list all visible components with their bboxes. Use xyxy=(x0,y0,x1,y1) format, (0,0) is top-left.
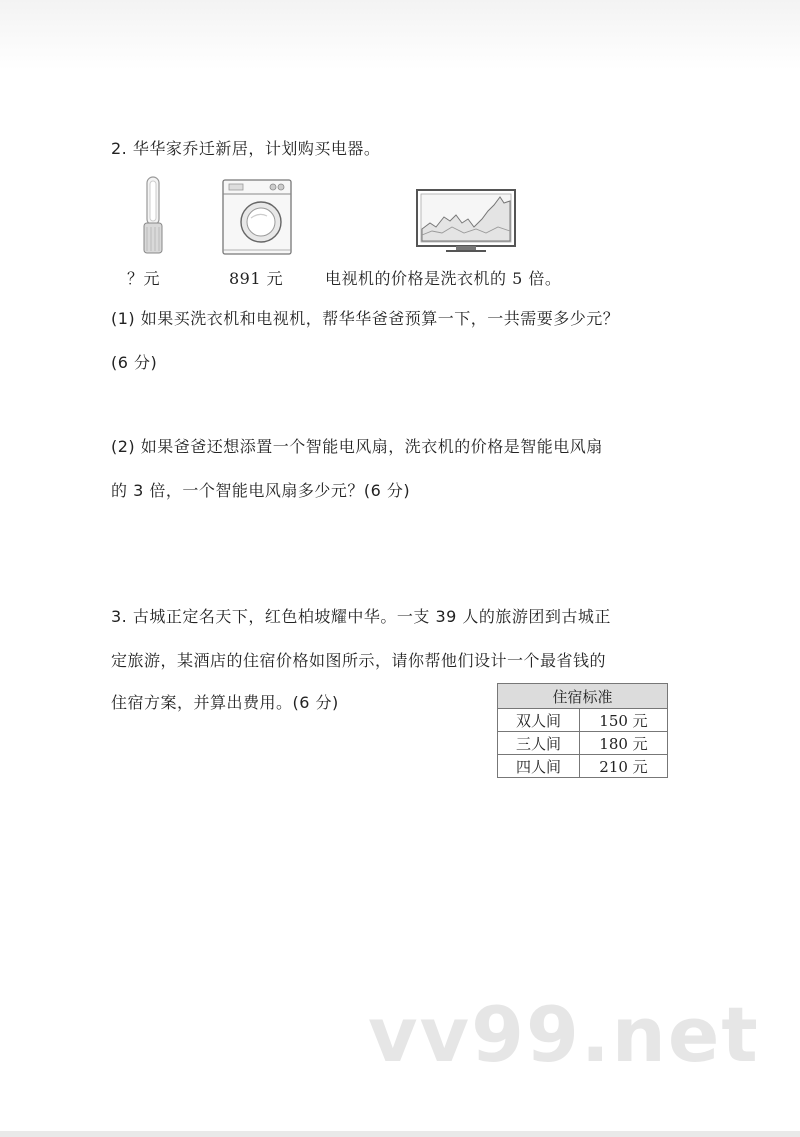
tv-price-note: 电视机的价格是洗衣机的 5 倍。 xyxy=(325,269,562,288)
room-price-cell: 150 元 xyxy=(579,709,667,732)
room-type-cell: 四人间 xyxy=(498,755,580,778)
washing-machine-icon xyxy=(221,178,293,258)
table-row xyxy=(498,755,668,778)
lodging-rate-table xyxy=(497,683,668,778)
q2-sub2-line1: (2) 如果爸爸还想添置一个智能电风扇，洗衣机的价格是智能电风扇 xyxy=(111,437,603,456)
television-icon xyxy=(416,189,516,253)
scan-top-band xyxy=(0,0,800,70)
q3-line3: 住宿方案，并算出费用。(6 分) xyxy=(111,693,339,712)
q2-title: 2. 华华家乔迁新居，计划购买电器。 xyxy=(111,139,381,158)
q2-sub1-line2: (6 分) xyxy=(111,353,158,372)
watermark: vv99.net xyxy=(368,990,760,1079)
table-row xyxy=(498,732,668,755)
room-type-cell: 三人间 xyxy=(498,732,580,755)
washer-price-label: 891 元 xyxy=(229,269,284,288)
table-header: 住宿标准 xyxy=(498,684,668,709)
table-header-row xyxy=(498,684,668,709)
bladeless-fan-icon xyxy=(138,175,168,257)
scan-bottom-edge xyxy=(0,1131,800,1137)
table-row xyxy=(498,709,668,732)
q2-sub2-line2: 的 3 倍，一个智能电风扇多少元？(6 分) xyxy=(111,481,411,500)
q2-sub1-line1: (1) 如果买洗衣机和电视机，帮华华爸爸预算一下，一共需要多少元？ xyxy=(111,309,620,328)
q3-line2: 定旅游，某酒店的住宿价格如图所示，请你帮他们设计一个最省钱的 xyxy=(111,651,607,670)
room-price-cell: 210 元 xyxy=(579,755,667,778)
fan-price-label: ？元 xyxy=(127,269,161,288)
room-type-cell: 双人间 xyxy=(498,709,580,732)
room-price-cell: 180 元 xyxy=(579,732,667,755)
q3-line1: 3. 古城正定名天下，红色柏坡耀中华。一支 39 人的旅游团到古城正 xyxy=(111,607,611,626)
